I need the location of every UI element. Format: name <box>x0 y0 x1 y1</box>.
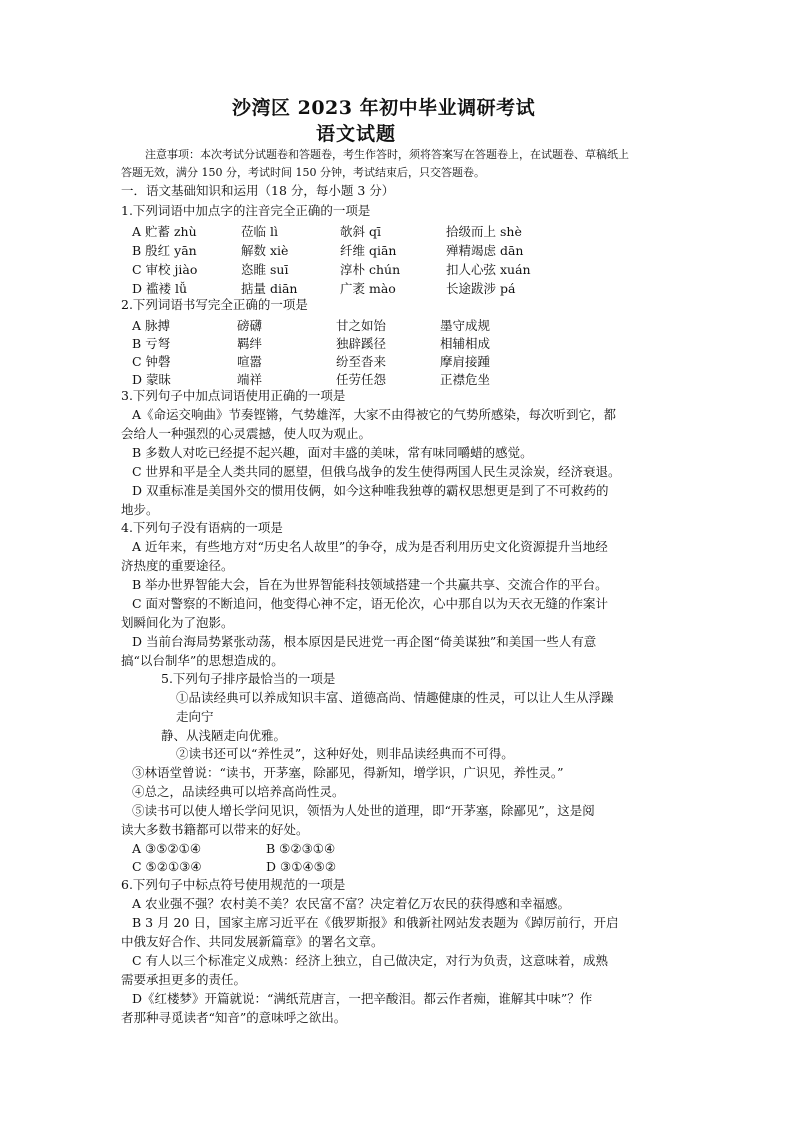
q2-c-3: 纷至沓来 <box>336 354 387 369</box>
q2-b-3: 独辟蹊径 <box>336 336 387 351</box>
q2-a-3: 甘之如饴 <box>336 318 387 333</box>
q6-option-d-cont: 者那种寻觅读者“知音”的意味呼之欲出。 <box>121 1010 347 1025</box>
q2-stem: 2.下列词语书写完全正确的一项是 <box>121 297 308 312</box>
q4-option-b: B 举办世界智能大会，旨在为世界智能科技领域搭建一个共赢共享、交流合作的平台。 <box>132 577 608 592</box>
q1-a-4: 拾级而上 shè <box>446 224 522 239</box>
q1-c-3: 淳朴 chún <box>340 262 401 277</box>
q5-sentence-5-cont: 读大多数书籍都可以带来的好处。 <box>121 822 309 837</box>
q4-option-d-cont: 搞“以台制华”的思想造成的。 <box>121 653 284 668</box>
q2-d-3: 任劳任怨 <box>336 372 387 387</box>
q2-d-1: D 蒙昧 <box>132 372 171 387</box>
q6-option-a: A 农业强不强？农村美不美？农民富不富？决定着亿万农民的获得感和幸福感。 <box>132 896 571 911</box>
q5-sentence-5: ⑤读书可以使人增长学问见识，领悟为人处世的道理，即“开茅塞，除鄙见”，这是阅 <box>132 803 595 818</box>
q2-c-1: C 钟磬 <box>132 354 171 369</box>
q1-a-3: 欹斜 qī <box>340 224 381 239</box>
q3-option-a: A《命运交响曲》节奏铿锵，气势雄浑，大家不由得被它的气势所感染，每次听到它，都 <box>132 407 617 422</box>
q4-stem: 4.下列句子没有语病的一项是 <box>121 520 283 535</box>
q1-d-3: 广袤 mào <box>340 281 396 296</box>
q6-option-d: D《红楼梦》开篇就说：“满纸荒唐言，一把辛酸泪。都云作者痴，谁解其中味”？作 <box>132 991 593 1006</box>
q5-sentence-3: ③林语堂曾说：“读书，开茅塞，除鄙见，得新知，增学识，广识见，养性灵。” <box>132 765 564 780</box>
q2-d-4: 正襟危坐 <box>440 372 491 387</box>
q6-option-b: B 3 月 20 日，国家主席习近平在《俄罗斯报》和俄新社网站发表题为《踔厉前行，开启 <box>132 915 619 930</box>
q6-option-b-cont: 中俄友好合作、共同发展新篇章》的署名文章。 <box>121 934 384 949</box>
q1-a-2: 莅临 lì <box>241 224 278 239</box>
q3-option-b: B 多数人对吃已经提不起兴趣，面对丰盛的美味，常有味同嚼蜡的感觉。 <box>132 445 533 460</box>
q1-b-3: 纤维 qiān <box>340 243 397 258</box>
q1-stem: 1.下列词语中加点字的注音完全正确的一项是 <box>121 203 371 218</box>
q5-sentence-1: ①品读经典可以养成知识丰富、道德高尚、情趣健康的性灵，可以让人生从浮躁 <box>176 690 614 705</box>
q1-b-2: 解数 xiè <box>241 243 289 258</box>
q5-sentence-2: ②读书还可以“养性灵”，这种好处，则非品读经典而不可得。 <box>176 746 514 761</box>
q6-option-c: C 有人以三个标准定义成熟：经济上独立，自己做决定，对行为负责，这意味着，成熟 <box>132 953 609 968</box>
q5-option-a: A ③⑤②①④ <box>132 841 202 856</box>
exam-title: 沙湾区 2023 年初中毕业调研考试 <box>232 97 536 119</box>
q1-d-4: 长途跋涉 pá <box>446 281 516 296</box>
q1-c-2: 恣睢 suī <box>241 262 289 277</box>
q4-option-c-cont: 划瞬间化为了泡影。 <box>121 615 234 630</box>
q6-option-c-cont: 需要承担更多的责任。 <box>121 972 247 987</box>
q2-c-2: 喧嚣 <box>237 354 263 369</box>
q2-c-4: 摩肩接踵 <box>440 354 491 369</box>
q1-b-4: 殚精竭虑 dān <box>446 243 524 258</box>
q1-c-4: 扣人心弦 xuán <box>446 262 531 277</box>
q2-b-1: B 亏弩 <box>132 336 171 351</box>
q3-option-d: D 双重标准是美国外交的惯用伎俩，如今这种唯我独尊的霸权思想更是到了不可救药的 <box>132 483 609 498</box>
q5-sentence-1-cont-2: 静、从浅陋走向优雅。 <box>161 728 287 743</box>
q2-a-1: A 脉搏 <box>132 318 171 333</box>
q6-stem: 6.下列句子中标点符号使用规范的一项是 <box>121 877 346 892</box>
q1-c-1: C 审校 jiào <box>132 262 198 277</box>
q3-option-a-cont: 会给人一种强烈的心灵震撼，使人叹为观止。 <box>121 426 372 441</box>
notice-line-2: 答题无效，满分 150 分，考试时间 150 分钟，考试结束后，只交答题卷。 <box>121 166 485 179</box>
notice-line-1: 注意事项：本次考试分试题卷和答题卷，考生作答时，须将答案写在答题卷上，在试题卷、草稿纸上 <box>145 148 629 161</box>
q5-option-b: B ⑤②③①④ <box>266 841 336 856</box>
exam-subtitle: 语文试题 <box>316 123 397 145</box>
q3-stem: 3.下列句子中加点词语使用正确的一项是 <box>121 388 346 403</box>
q5-sentence-1-cont: 走向宁 <box>176 709 214 724</box>
q2-d-2: 端祥 <box>237 372 263 387</box>
q2-b-2: 羁绊 <box>237 336 263 351</box>
q2-a-2: 磅礴 <box>237 318 263 333</box>
q5-option-c: C ⑤②①③④ <box>132 859 202 874</box>
q5-stem: 5.下列句子排序最恰当的一项是 <box>161 671 336 686</box>
q1-a-1: A 贮蓄 zhù <box>132 224 197 239</box>
section-heading: 一．语文基础知识和运用（18 分，每小题 3 分） <box>121 183 395 198</box>
q5-sentence-4: ④总之，品读经典可以培养高尚性灵。 <box>132 784 345 799</box>
q5-option-d: D ③①④⑤② <box>266 859 337 874</box>
q2-b-4: 相辅相成 <box>440 336 491 351</box>
q4-option-a: A 近年来，有些地方对“历史名人故里”的争夺，成为是否利用历史文化资源提升当地经 <box>132 539 608 554</box>
q2-a-4: 墨守成规 <box>440 318 491 333</box>
q4-option-a-cont: 济热度的重要途径。 <box>121 558 234 573</box>
q1-d-2: 掂量 diān <box>241 281 298 296</box>
q4-option-d: D 当前台海局势紧张动荡，根本原因是民进党一再企图“倚美谋独”和美国一些人有意 <box>132 634 597 649</box>
q1-d-1: D 褴褛 lǚ <box>132 281 188 296</box>
q1-b-1: B 殷红 yān <box>132 243 197 258</box>
q4-option-c: C 面对警察的不断追问，他变得心神不定，语无伦次，心中那自以为天衣无缝的作案计 <box>132 596 609 611</box>
q3-option-d-cont: 地步。 <box>121 502 159 517</box>
q3-option-c: C 世界和平是全人类共同的愿望，但俄乌战争的发生使得两国人民生灵涂炭，经济衰退。 <box>132 464 621 479</box>
